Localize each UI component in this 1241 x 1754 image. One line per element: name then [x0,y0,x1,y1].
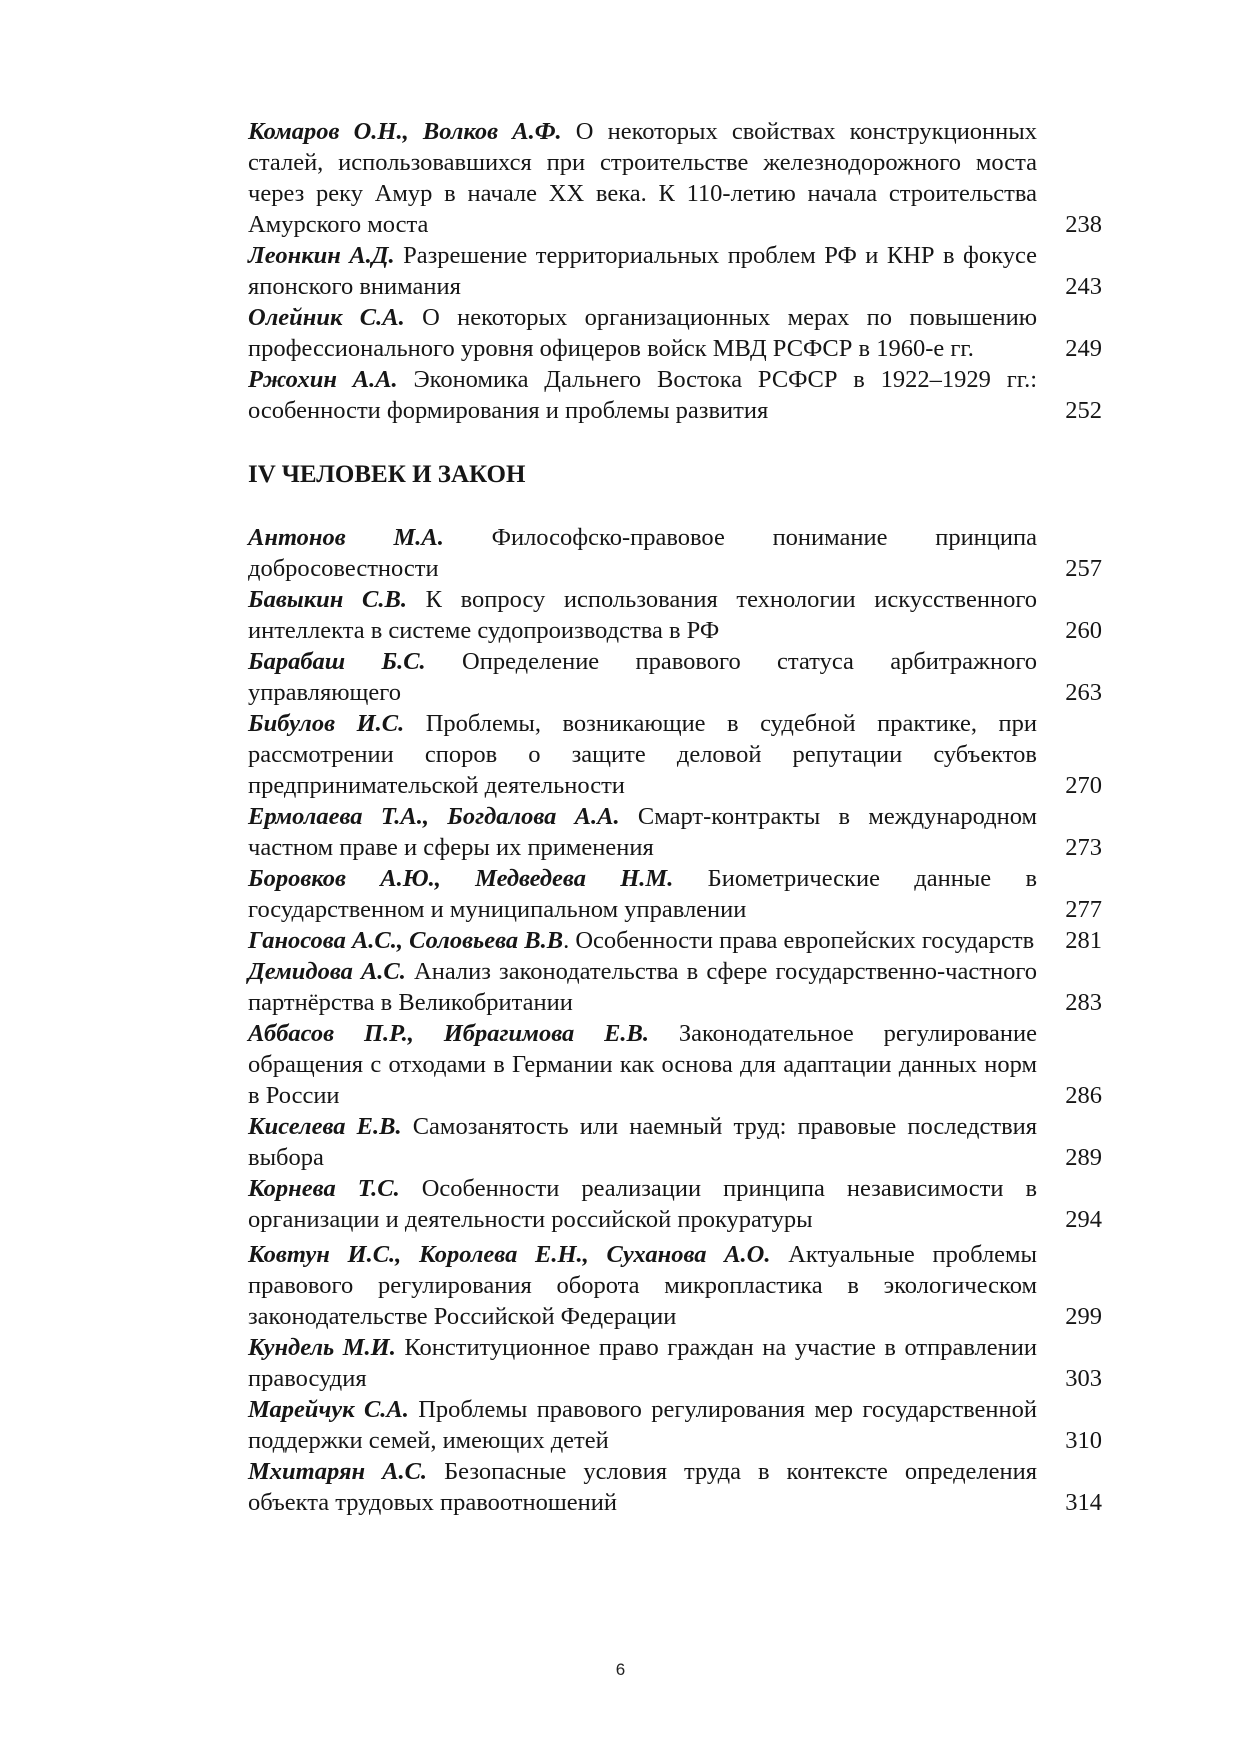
toc-entry-text [248,708,1037,801]
toc-entry [248,1394,1102,1456]
entry-title: Смарт-контракты в международном частном праве и сферы их применения [248,803,1037,861]
toc-entry-text [248,364,1037,426]
entry-page-number: 289 [1065,1144,1102,1171]
entry-title: Определение правового статуса арбитражного управляющего [248,648,1038,706]
entry-authors: Кундель М.И. [248,1334,396,1361]
entry-page-number: 281 [1065,927,1102,954]
entry-title: Анализ законодательства в сфере государственно-частного партнёрства в Великобритании [248,958,1038,1016]
entry-page-number: 310 [1065,1427,1102,1454]
entry-title: . Особенности права европейских государств [563,927,1035,954]
toc-entries-section [248,522,1102,1518]
page-number: 6 [615,1660,626,1679]
entry-title: Особенности реализации принципа независимости в организации и деятельности российской прокуратуры [248,1175,1038,1233]
toc-entry-text [248,1456,1037,1518]
entry-authors: Боровков А.Ю., Медведева Н.М. [248,865,674,892]
toc-entry-text [248,1018,1037,1111]
toc-entry [248,364,1102,426]
toc-entry-text [248,116,1037,240]
entry-authors: Бавыкин С.В. [248,586,407,613]
toc-entry-text [248,863,1037,925]
entry-page-number: 273 [1065,834,1102,861]
entry-title: К вопросу использования технологии искусственного интеллекта в системе судопроизводства в РФ [248,586,1038,644]
toc-entry [248,956,1102,1018]
entry-page-number: 252 [1065,397,1102,424]
entry-title: Конституционное право граждан на участие в отправлении правосудия [248,1334,1037,1392]
entry-authors: Ермолаева Т.А., Богдалова А.А. [248,803,620,830]
toc-entry [248,925,1102,956]
entry-authors: Комаров О.Н., Волков А.Ф. [248,118,562,145]
section-heading: IV ЧЕЛОВЕК И ЗАКОН [248,461,526,488]
entry-title: Актуальные проблемы правового регулирования оборота микропластика в экологическом законодательстве Российской Федерации [248,1241,1038,1330]
toc-entry [248,302,1102,364]
entry-title: Экономика Дальнего Востока РСФСР в 1922–1929 гг.: особенности формирования и проблемы развития [248,366,1037,424]
entry-authors: Мхитарян А.С. [248,1458,428,1485]
toc-entry-text [248,1394,1037,1456]
entry-page-number: 286 [1065,1082,1102,1109]
entry-page-number: 243 [1065,273,1102,300]
entry-authors: Марейчук С.А. [248,1396,409,1423]
entry-authors: Антонов М.А. [248,524,444,551]
entry-page-number: 270 [1065,772,1102,799]
entry-authors: Киселева Е.В. [248,1113,402,1140]
entry-title: Проблемы, возникающие в судебной практике, при рассмотрении споров о защите деловой репутации субъектов предпринимательской деятельности [248,710,1038,799]
entry-page-number: 249 [1065,335,1102,362]
toc-entry-text [248,1111,1037,1173]
toc-entry [248,1111,1102,1173]
entry-authors: Олейник С.А. [248,304,405,331]
entry-page-number: 303 [1065,1365,1102,1392]
entry-page-number: 283 [1065,989,1102,1016]
toc-entry [248,863,1102,925]
toc-entry-text [248,522,1037,584]
entry-authors: Ганосова А.С., Соловьева В.В [248,927,564,954]
toc-entry [248,1456,1102,1518]
entry-title: Разрешение территориальных проблем РФ и КНР в фокусе японского внимания [248,242,1037,300]
toc-entry-text [248,584,1037,646]
entry-title: Проблемы правового регулирования мер государственной поддержки семей, имеющих детей [248,1396,1038,1454]
entry-page-number: 260 [1065,617,1102,644]
toc-entry [248,1173,1102,1235]
toc-entry-text [248,956,1037,1018]
entry-authors: Бибулов И.С. [248,710,405,737]
toc-entry [248,646,1102,708]
toc-entry-text [248,240,1037,302]
toc-entry [248,1332,1102,1394]
toc-entry-text [248,302,1037,364]
entry-authors: Барабаш Б.С. [248,648,426,675]
entry-authors: Корнева Т.С. [248,1175,400,1202]
entry-page-number: 238 [1065,211,1102,238]
toc-entry [248,116,1102,240]
entry-title: Самозанятость или наемный труд: правовые последствия выбора [248,1113,1038,1171]
toc-entry [248,584,1102,646]
entry-title: Биометрические данные в государственном и муниципальном управлении [248,865,1038,923]
entry-authors: Демидова А.С. [248,958,406,985]
entry-page-number: 294 [1065,1206,1102,1233]
entry-page-number: 257 [1065,555,1102,582]
toc-entry [248,801,1102,863]
entry-title: О некоторых свойствах конструкционных сталей, использовавшихся при строительстве железнодорожного моста через реку Амур в начале XX века. К 110-летию начала строительства Амурского моста [248,118,1037,238]
toc-entry-text [248,1332,1037,1394]
entry-page-number: 277 [1065,896,1102,923]
toc-entry-text [248,646,1037,708]
entry-title: Законодательное регулирование обращения с отходами в Германии как основа для адаптации данных норм в России [248,1020,1038,1109]
toc-entry-text [248,1239,1037,1332]
entry-authors: Ковтун И.С., Королева Е.Н., Суханова А.О. [248,1241,771,1268]
entry-authors: Леонкин А.Д. [248,242,395,269]
toc-entry [248,1239,1102,1332]
table-of-contents [248,116,1102,1518]
entry-page-number: 314 [1065,1489,1102,1516]
toc-entry [248,708,1102,801]
toc-entry [248,1018,1102,1111]
entry-authors: Аббасов П.Р., Ибрагимова Е.В. [248,1020,650,1047]
entry-title: Безопасные условия труда в контексте определения объекта трудовых правоотношений [248,1458,1037,1516]
toc-entry [248,522,1102,584]
toc-entry-text [248,925,1037,956]
entry-title: О некоторых организационных мерах по повышению профессионального уровня офицеров войск МВД РСФСР в 1960-е гг. [248,304,1038,362]
toc-entry [248,240,1102,302]
toc-entry-text [248,1173,1037,1235]
toc-entries-top [248,116,1102,426]
entry-page-number: 263 [1065,679,1102,706]
entry-page-number: 299 [1065,1303,1102,1330]
entry-title: Философско-правовое понимание принципа добросовестности [248,524,1037,582]
entry-authors: Ржохин А.А. [248,366,398,393]
toc-entry-text [248,801,1037,863]
